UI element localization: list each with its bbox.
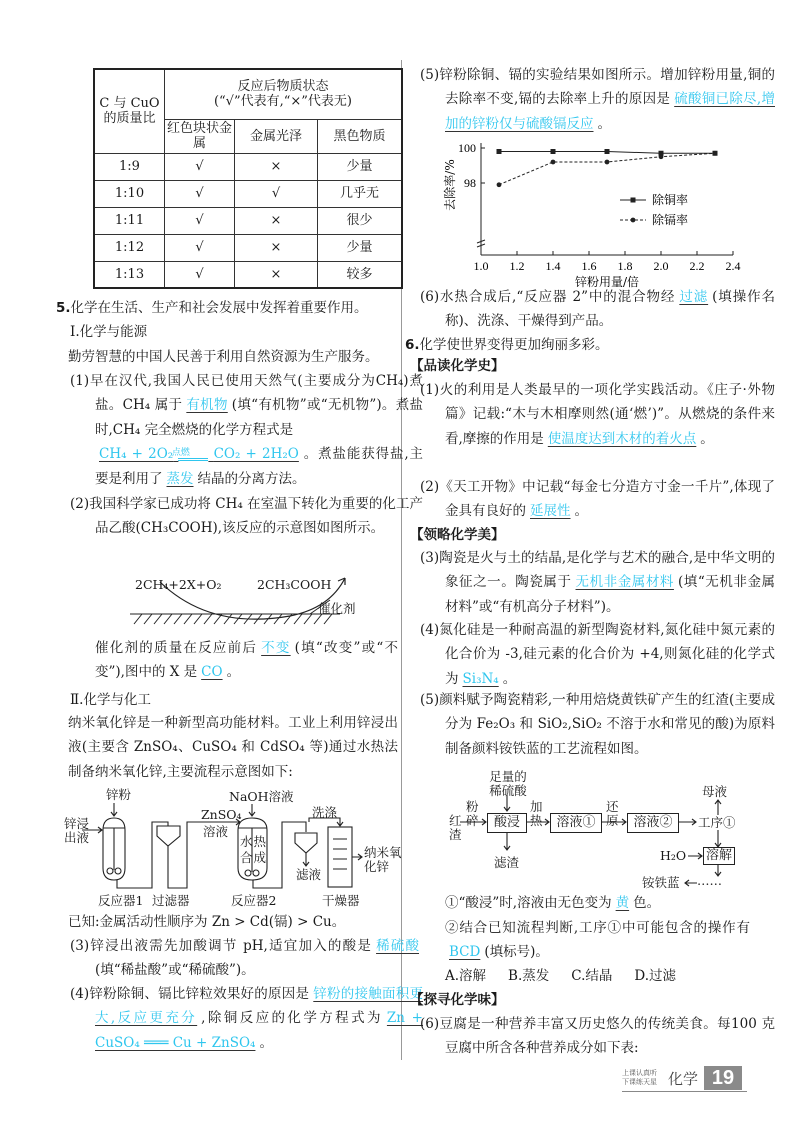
label-hydro1: 水热 <box>240 834 268 849</box>
text: 。 <box>700 430 714 447</box>
answer: CO <box>201 664 223 681</box>
x-tick-label: 1.4 <box>545 259 561 273</box>
label-reactor1: 反应器1 <box>98 893 144 908</box>
text: (2)《天工开物》中记载“每金七分造方寸金一千片”,体现了金具有良好的 <box>420 479 775 520</box>
section-history: 【品读化学史】 <box>410 358 505 374</box>
answer: 不变 <box>261 640 291 656</box>
sub-header: 红色块状金属 <box>165 119 235 153</box>
text: 结晶的分离方法。 <box>197 470 306 487</box>
text: (3)锌浸出液需先加酸调节 pH,适宜加入的酸是 <box>70 938 373 954</box>
label-water: H₂O <box>660 848 687 863</box>
text: 。 <box>502 670 517 687</box>
slogan-line: 上课认真听 <box>622 1069 657 1077</box>
label-acid: 足量的稀硫酸 <box>489 769 527 798</box>
cell: × <box>235 207 318 234</box>
text: 色。 <box>633 895 661 911</box>
label-red-slag: 红渣 <box>449 813 462 842</box>
label-filtrate: 滤液 <box>296 867 322 882</box>
text: (4)锌粉除铜、镉比锌粒效果好的原因是 <box>70 986 310 1002</box>
footer-rule <box>622 1091 747 1092</box>
answer: 锌粉的接触面积更大,反应更充分 <box>95 986 424 1027</box>
label-solution: 溶液 <box>203 824 229 839</box>
answer: Zn + CuSO₄ ═══ Cu + ZnSO₄ <box>95 1010 423 1051</box>
x-tick-label: 1.2 <box>509 259 525 273</box>
label-znso4: ZnSO₄ <box>201 807 242 822</box>
y-axis-label: 去除率/% <box>443 159 457 211</box>
section-beauty: 【领略化学美】 <box>410 527 505 543</box>
box-dissolve: 溶解 <box>703 847 735 865</box>
text: (4)氮化硅是一种耐高温的新型陶瓷材料,氮化硅中氮元素的化合价为 -3,硅元素的化合价为 +4,则氮化硅的化学式为 <box>420 622 775 687</box>
part1-heading: Ⅰ.化学与能源 <box>70 324 148 340</box>
answer: 有机物 <box>186 397 228 414</box>
label-residue: 滤渣 <box>494 855 520 870</box>
text: (1)早在汉代,我国人民已使用天然气(主要成分为CH₄)煮盐。CH₄ 属于 <box>70 373 423 414</box>
eq-left: CH₄ + 2O₂ <box>99 446 174 463</box>
eq-condition: 点燃 <box>178 449 208 461</box>
x-tick-label: 1.0 <box>473 259 489 273</box>
label-mother-liquor: 母液 <box>702 784 728 799</box>
answer: 硫酸铜已除尽,增加的锌粉仅与硫酸镉反应 <box>445 91 775 132</box>
text: 催化剂的质量在反应前后 <box>95 640 258 656</box>
question-text: 化学使世界变得更加绚丽多彩。 <box>419 337 609 353</box>
cell: √ <box>165 180 235 207</box>
label-zinc-powder: 锌粉 <box>106 787 132 802</box>
option-b: B.蒸发 <box>508 968 550 984</box>
answer: 使温度达到木材的着火点 <box>547 430 697 447</box>
label-leach-liquid: 锌浸出液 <box>64 816 90 845</box>
text: (6)水热合成后,“反应器 2”中的混合物经 <box>420 289 676 305</box>
diagram-reactants: 2CH₄+2X+O₂ <box>135 577 222 592</box>
footer-subject: 化学 <box>668 1070 699 1088</box>
cell: √ <box>235 180 318 207</box>
text: ①“酸浸”时,溶液由无色变为 <box>445 895 612 911</box>
text: ②结合已知流程判断,工序①中可能包含的操作有 <box>445 920 750 936</box>
box-solution1: 溶液① <box>550 813 602 833</box>
option-a: A.溶解 <box>445 968 487 984</box>
text: 。煮盐能获得盐,主要是利用了 <box>95 446 424 487</box>
cell: 很少 <box>318 207 403 234</box>
answer: 稀硫酸 <box>376 938 420 954</box>
options <box>445 964 750 988</box>
label-reduce: 还原 <box>606 799 619 828</box>
option-c: C.结晶 <box>571 968 613 984</box>
slogan-line: 下课练天星 <box>622 1078 657 1086</box>
part2-heading: Ⅱ.化学与化工 <box>70 692 151 708</box>
legend-label: 除铜率 <box>652 193 689 207</box>
text: ,除铜反应的化学方程式为 <box>201 1010 383 1027</box>
option-d: D.过滤 <box>634 968 677 984</box>
cell: √ <box>165 153 235 180</box>
part1-intro: 勤劳智慧的中国人民善于利用自然资源为生产服务。 <box>68 349 379 365</box>
question-number: 6. <box>405 337 420 353</box>
cell: × <box>235 234 318 261</box>
text: (填标号)。 <box>484 944 549 961</box>
x-tick-label: 2.2 <box>689 259 705 273</box>
text: (填“稀盐酸”或“稀硫酸”)。 <box>95 962 255 979</box>
x-axis-label: 锌粉用量/倍 <box>574 275 640 289</box>
text: 。 <box>259 1034 273 1051</box>
label-reactor2: 反应器2 <box>231 893 277 908</box>
cell: × <box>235 153 318 180</box>
q6-part1 <box>445 891 750 915</box>
cell: 较多 <box>318 261 403 288</box>
cell: √ <box>165 234 235 261</box>
page-number: 19 <box>704 1066 742 1090</box>
label-dryer: 干燥器 <box>322 893 360 908</box>
answer: 黄 <box>615 895 630 911</box>
answer: 无机非金属材料 <box>575 574 674 591</box>
cell: 1:10 <box>94 180 165 207</box>
section-taste: 【探寻化学味】 <box>410 992 505 1008</box>
known-info: 已知:金属活动性顺序为 Zn > Cd(镉) > Cu。 <box>68 914 346 930</box>
answer: BCD <box>449 944 481 961</box>
text: (3)陶瓷是火与土的结晶,是化学与艺术的融合,是中华文明的象征之一。陶瓷属于 <box>420 550 775 591</box>
page-footer <box>622 1066 752 1092</box>
answer: 延展性 <box>530 503 571 520</box>
sub-header: 黑色物质 <box>318 119 403 153</box>
label-filter: 过滤器 <box>152 893 190 908</box>
label-naoh: NaOH溶液 <box>229 789 294 804</box>
text: 。 <box>574 503 588 520</box>
answer: 过滤 <box>679 289 709 305</box>
y-tick-label: 100 <box>458 141 476 155</box>
eq-right: CO₂ + 2H₂O <box>213 446 299 463</box>
footer-slogan <box>622 1069 657 1087</box>
group-note: (“√”代表有,“×”代表无) <box>213 94 353 110</box>
label-heat: 加热 <box>530 799 543 828</box>
q6-sub6: (6)豆腐是一种营养丰富又历史悠久的传统美食。每100 克豆腐中所含各种营养成分如下表: <box>420 1016 775 1057</box>
label-hydro2: 合成 <box>240 850 268 865</box>
part2-intro: 纳米氧化锌是一种新型高功能材料。工业上利用锌浸出液(主要含 ZnSO₄、CuSO₄ 和 CdSO₄ 等)通过水热法制备纳米氧化锌,主要流程示意图如下: <box>68 715 398 780</box>
legend-label: 除镉率 <box>652 213 689 227</box>
x-tick-label: 2.0 <box>653 259 669 273</box>
cell: √ <box>165 261 235 288</box>
text: (1)火的利用是人类最早的一项化学实践活动。《庄子·外物篇》记载:“木与木相摩则然(通‘燃’)”。从燃烧的条件来看,摩擦的作用是 <box>420 382 775 447</box>
text: (填“有机物”或“无机物”)。煮盐时,CH₄ 完全燃烧的化学方程式是 <box>95 397 424 438</box>
x-tick-label: 1.8 <box>617 259 633 273</box>
text: (填“改变”或“不变”),图中的 X 是 <box>95 640 399 681</box>
group-title: 反应后物质状态 <box>237 79 329 95</box>
label-product: 铵铁蓝 <box>642 875 680 890</box>
label-nano-zno: 纳米氧化锌 <box>364 845 402 874</box>
answer: 蒸发 <box>166 470 194 487</box>
text: 。 <box>597 115 611 132</box>
x-tick-label: 2.4 <box>725 259 741 273</box>
question-text: 化学在生活、生产和社会发展中发挥着重要作用。 <box>70 300 368 316</box>
answer: Si₃N₄ <box>462 670 499 687</box>
cell: 几乎无 <box>318 180 403 207</box>
y-tick-label: 98 <box>464 176 476 190</box>
q5-sub2: (2)我国科学家已成功将 CH₄ 在室温下转化为重要的化工产品乙酸(CH₃COOH),该反应的示意图如图所示。 <box>70 496 423 537</box>
box-solution2: 溶液② <box>627 813 679 833</box>
text: (填“无机非金属材料”或“有机高分子材料”)。 <box>445 574 776 615</box>
text: 。 <box>226 664 241 681</box>
q6-part2 <box>445 916 750 965</box>
cell: √ <box>165 207 235 234</box>
sub-header: 金属光泽 <box>235 119 318 153</box>
label-wash: 洗涤 <box>312 805 338 820</box>
text: (5)锌粉除铜、镉的实验结果如图所示。增加锌粉用量,铜的去除率不变,镉的去除率上升的原因是 <box>420 67 775 108</box>
cell: × <box>235 261 318 288</box>
q6-sub5: (5)颜料赋予陶瓷精彩,一种用焙烧黄铁矿产生的红渣(主要成分为 Fe₂O₃ 和 SiO₂,SiO₂ 不溶于水和常见的酸)为原料制备颜料铵铁蓝的工艺流程如图。 <box>420 692 775 757</box>
cell: 少量 <box>318 234 403 261</box>
cell: 1:13 <box>94 261 165 288</box>
col-header-ratio: C 与 CuO 的质量比 <box>94 69 165 153</box>
cell: 1:9 <box>94 153 165 180</box>
label-dots: …… <box>697 873 722 888</box>
text: (填操作名称)、洗涤、干燥得到产品。 <box>445 289 775 330</box>
x-tick-label: 1.6 <box>581 259 597 273</box>
box-acid-leach: 酸浸 <box>487 813 527 833</box>
label-crush: 粉碎 <box>466 799 479 828</box>
diagram-catalyst: 催化剂 <box>318 601 356 616</box>
question-number: 5. <box>56 300 71 316</box>
cell: 1:11 <box>94 207 165 234</box>
cell: 1:12 <box>94 234 165 261</box>
cell: 少量 <box>318 153 403 180</box>
diagram-product: 2CH₃COOH <box>257 577 332 592</box>
label-process1: 工序① <box>698 815 736 830</box>
